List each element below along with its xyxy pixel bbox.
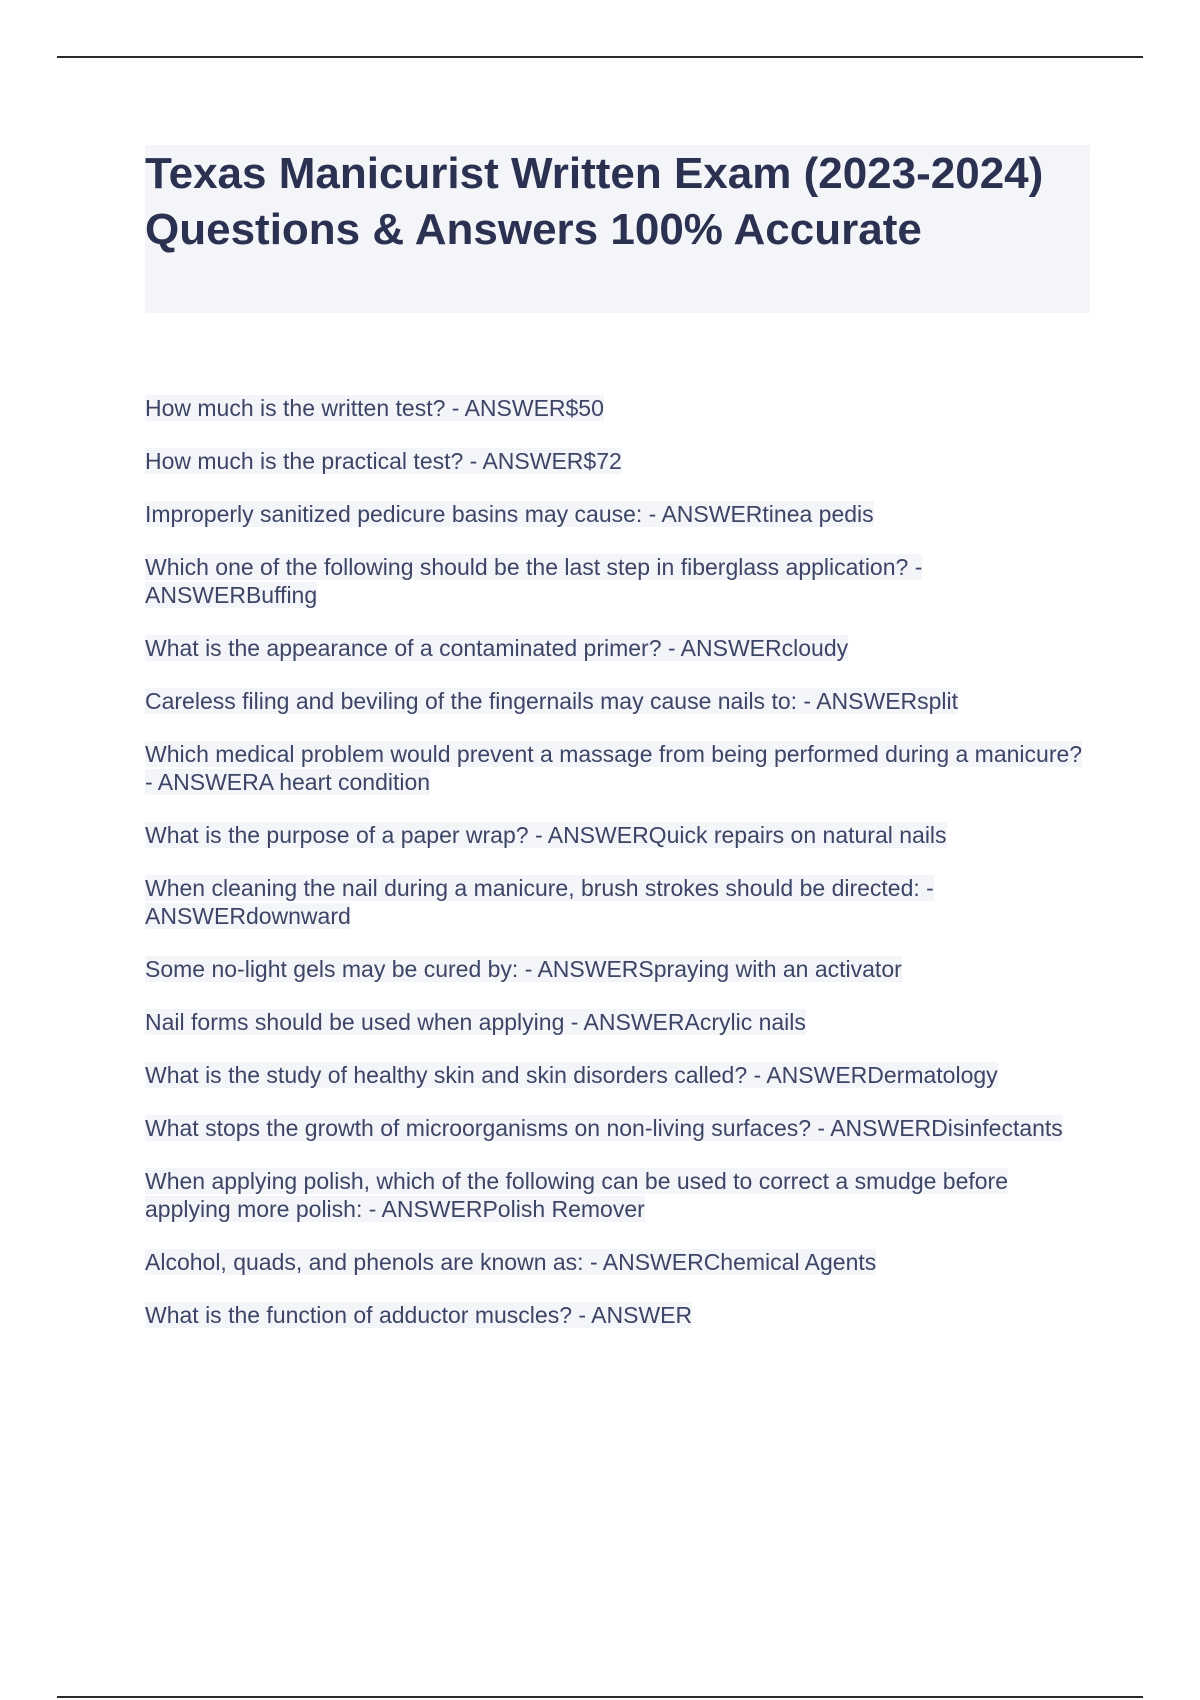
list-item [145,874,1085,930]
list-item [145,500,1085,528]
list-item [145,1248,1085,1276]
qa-text: Careless filing and beviling of the fingernails may cause nails to: - ANSWERsplit [145,688,959,714]
qa-text: When applying polish, which of the following can be used to correct a smudge before applying more polish: - ANSWERPolish Remover [145,1168,1009,1222]
qa-text: Which medical problem would prevent a massage from being performed during a manicure? - ANSWERA heart condition [145,741,1083,795]
qa-text: What is the purpose of a paper wrap? - ANSWERQuick repairs on natural nails [145,822,947,848]
list-item [145,955,1085,983]
bottom-rule [57,1696,1143,1698]
list-item [145,1301,1085,1329]
qa-text: What is the appearance of a contaminated primer? - ANSWERcloudy [145,635,849,661]
qa-text: Alcohol, quads, and phenols are known as: - ANSWERChemical Agents [145,1249,877,1275]
list-item [145,1008,1085,1036]
qa-text: How much is the written test? - ANSWER$50 [145,395,604,421]
qa-text: Improperly sanitized pedicure basins may cause: - ANSWERtinea pedis [145,501,874,527]
list-item [145,687,1085,715]
qa-text: What is the study of healthy skin and skin disorders called? - ANSWERDermatology [145,1062,998,1088]
top-rule [57,56,1143,58]
list-item [145,740,1085,796]
qa-text: Nail forms should be used when applying - ANSWERAcrylic nails [145,1009,806,1035]
list-item [145,553,1085,609]
qa-text: Which one of the following should be the last step in fiberglass application? - ANSWERBuffing [145,554,923,608]
page-title: Texas Manicurist Written Exam (2023-2024) Questions & Answers 100% Accurate [145,149,1044,254]
list-item [145,821,1085,849]
list-item [145,394,1085,422]
qa-text: What stops the growth of microorganisms on non-living surfaces? - ANSWERDisinfectants [145,1115,1063,1141]
qa-text: When cleaning the nail during a manicure, brush strokes should be directed: - ANSWERdownward [145,875,934,929]
list-item [145,1167,1085,1223]
qa-text: Some no-light gels may be cured by: - ANSWERSpraying with an activator [145,956,902,982]
qa-text: What is the function of adductor muscles? - ANSWER [145,1302,693,1328]
qa-list [145,394,1085,1354]
list-item [145,1061,1085,1089]
list-item [145,447,1085,475]
qa-text: How much is the practical test? - ANSWER$72 [145,448,622,474]
list-item [145,1114,1085,1142]
list-item [145,634,1085,662]
